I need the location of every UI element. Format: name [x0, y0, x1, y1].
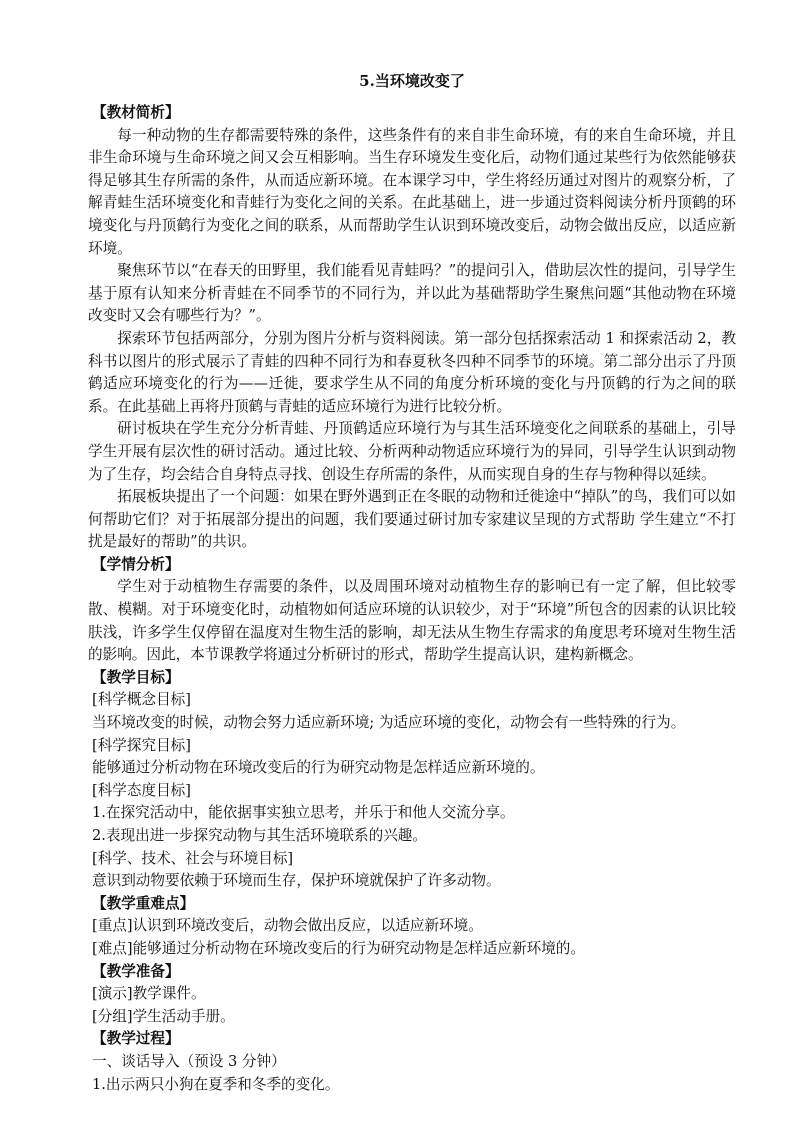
prep-item: [演示]教学课件。	[92, 985, 206, 1003]
goal-label: [科学态度目标]	[92, 781, 191, 799]
process-step: 一、谈话导入（预设 3 分钟）	[92, 1052, 286, 1070]
paragraph: 聚焦环节以“在春天的田野里，我们能看见青蛙吗？”的提问引入，借助层次性的提问，引导学生基于原有认知来分析青蛙在不同季节的不同行为，并以此为基础帮助学生聚焦问题“其他动物在环境改变时又会有哪些行为？”。	[88, 262, 736, 325]
paragraph: 研讨板块在学生充分分析青蛙、丹顶鹤适应环境行为与其生活环境变化之间联系的基础上，引导学生开展有层次性的研讨活动。通过比较、分析两种动物适应环境行为的异同，引导学生认识到动物为了生存，均会结合自身特点寻找、创设生存所需的条件，从而实现自身的生存与物种得以延续。	[88, 420, 736, 483]
section-heading-learner: 【学情分析】	[92, 555, 180, 573]
document-page	[88, 70, 736, 1096]
paragraph: 探索环节包括两部分，分别为图片分析与资料阅读。第一部分包括探索活动 1 和探索活动 2，教科书以图片的形式展示了青蛙的四种不同行为和春夏秋冬四种不同季节的环境。第二部分出示了丹顶鹤适应环境变化的行为——迁徙，要求学生从不同的角度分析环境的变化与丹顶鹤的行为之间的联系。在此基础上再将丹顶鹤与青蛙的适应环境行为进行比较分析。	[88, 329, 736, 415]
section-heading-goals: 【教学目标】	[92, 668, 180, 686]
goal-label: [科学探究目标]	[92, 736, 191, 754]
paragraph: 每一种动物的生存都需要特殊的条件，这些条件有的来自非生命环境，有的来自生命环境，并且非生命环境与生命环境之间又会互相影响。当生存环境发生变化后，动物们通过某些行为依然能够获得足够其生存所需的条件，从而适应新环境。在本课学习中，学生将经历通过对图片的观察分析，了解青蛙生活环境变化和青蛙行为变化之间的关系。在此基础上，进一步通过资料阅读分析丹顶鹤的环境变化与丹顶鹤行为变化之间的联系，从而帮助学生认识到环境改变后，动物会做出反应，以适应新环境。	[88, 126, 736, 257]
section-heading-textbook: 【教材简析】	[92, 104, 180, 121]
section-heading-key-points: 【教学重难点】	[92, 894, 195, 912]
prep-item: [分组]学生活动手册。	[92, 1007, 235, 1025]
goal-label: [科学概念目标]	[92, 691, 191, 709]
goal-label: [科学、技术、社会与环境目标]	[92, 849, 294, 867]
page-title: 5.当环境改变了	[359, 72, 465, 90]
goal-text: 1.在探究活动中，能依据事实独立思考，并乐于和他人交流分享。	[92, 804, 515, 822]
goal-text: 当环境改变的时候，动物会努力适应新环境; 为适应环境的变化，动物会有一些特殊的行为。	[92, 714, 686, 732]
goal-text: 意识到动物要依赖于环境而生存，保护环境就保护了许多动物。	[92, 872, 501, 890]
key-point: [重点]认识到环境改变后，动物会做出反应，以适应新环境。	[92, 917, 483, 935]
paragraph: 拓展板块提出了一个问题：如果在野外遇到正在冬眠的动物和迁徙途中“掉队”的鸟，我们可以如何帮助它们？对于拓展部分提出的问题，我们要通过研讨加专家建议呈现的方式帮助 学生建立“不打扰是最好的帮助”的共识。	[88, 488, 736, 551]
goal-text: 能够通过分析动物在环境改变后的行为研究动物是怎样适应新环境的。	[92, 759, 545, 777]
section-heading-preparation: 【教学准备】	[92, 962, 180, 980]
section-heading-process: 【教学过程】	[92, 1030, 180, 1048]
process-item: 1.出示两只小狗在夏季和冬季的变化。	[92, 1075, 340, 1093]
paragraph: 学生对于动植物生存需要的条件，以及周围环境对动植物生存的影响已有一定了解，但比较零散、模糊。对于环境变化时，动植物如何适应环境的认识较少，对于“环境”所包含的因素的认识比较肤浅，许多学生仅停留在温度对生物生活的影响，却无法从生物生存需求的角度思考环境对生物生活的影响。因此，本节课教学将通过分析研讨的形式，帮助学生提高认识，建构新概念。	[88, 578, 736, 664]
goal-text: 2.表现出进一步探究动物与其生活环境联系的兴趣。	[92, 827, 427, 844]
difficult-point: [难点]能够通过分析动物在环境改变后的行为研究动物是怎样适应新环境的。	[92, 939, 585, 957]
